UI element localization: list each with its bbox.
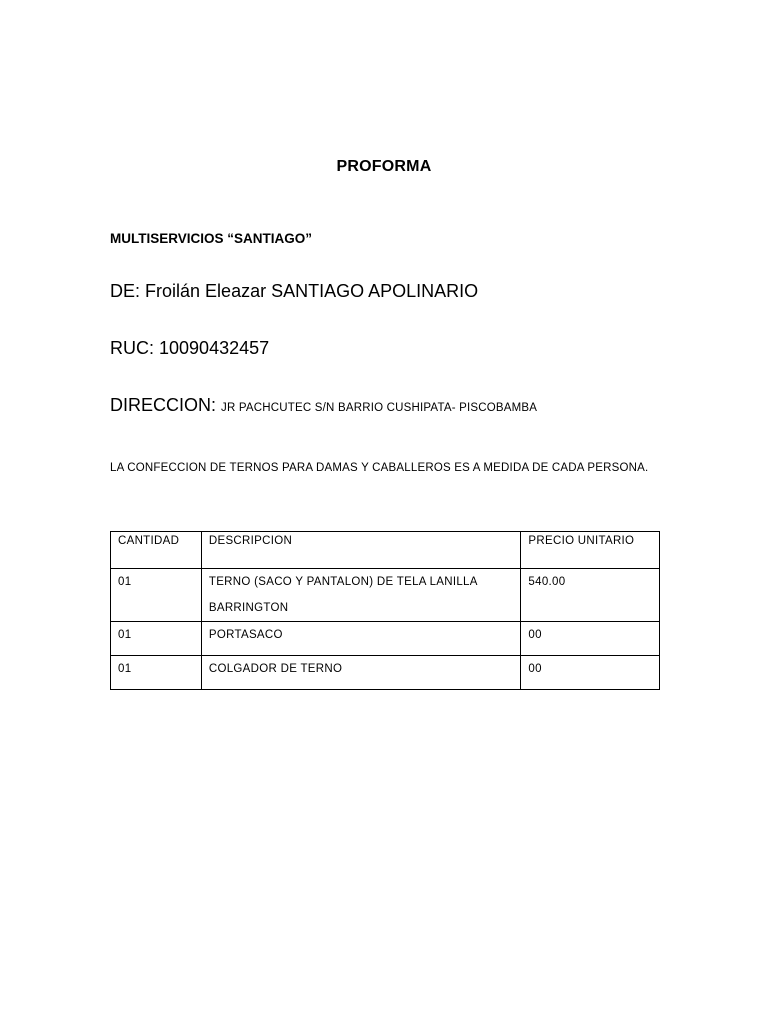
intro-paragraph: LA CONFECCION DE TERNOS PARA DAMAS Y CABALLEROS ES A MEDIDA DE CADA PERSONA.: [110, 462, 649, 474]
ruc-number: 10090432457: [159, 338, 270, 358]
header-description: DESCRIPCION: [201, 532, 521, 569]
company-name: MULTISERVICIOS “SANTIAGO”: [110, 231, 313, 246]
address-line: [110, 395, 537, 416]
row-description: COLGADOR DE TERNO: [201, 656, 521, 690]
row-unit-price: 540.00: [521, 569, 660, 622]
table-row: [111, 569, 660, 622]
owner-label: DE:: [110, 281, 141, 301]
address-value: JR PACHCUTEC S/N BARRIO CUSHIPATA- PISCOBAMBA: [221, 402, 538, 414]
header-quantity: CANTIDAD: [111, 532, 202, 569]
ruc-label: RUC:: [110, 338, 154, 358]
ruc-line: [110, 338, 269, 359]
header-unit-price: PRECIO UNITARIO: [521, 532, 660, 569]
address-label: DIRECCION:: [110, 395, 217, 415]
row-description: PORTASACO: [201, 622, 521, 656]
row-quantity: 01: [111, 622, 202, 656]
table-row: [111, 622, 660, 656]
row-description: TERNO (SACO Y PANTALON) DE TELA LANILLA BARRINGTON: [201, 569, 521, 622]
row-unit-price: 00: [521, 656, 660, 690]
row-unit-price: 00: [521, 622, 660, 656]
row-quantity: 01: [111, 656, 202, 690]
quote-table: [110, 531, 660, 690]
table-row: [111, 656, 660, 690]
table-header-row: [111, 532, 660, 569]
owner-line: [110, 281, 478, 302]
owner-name: Froilán Eleazar SANTIAGO APOLINARIO: [145, 281, 479, 301]
document-title: PROFORMA: [336, 158, 432, 175]
row-quantity: 01: [111, 569, 202, 622]
